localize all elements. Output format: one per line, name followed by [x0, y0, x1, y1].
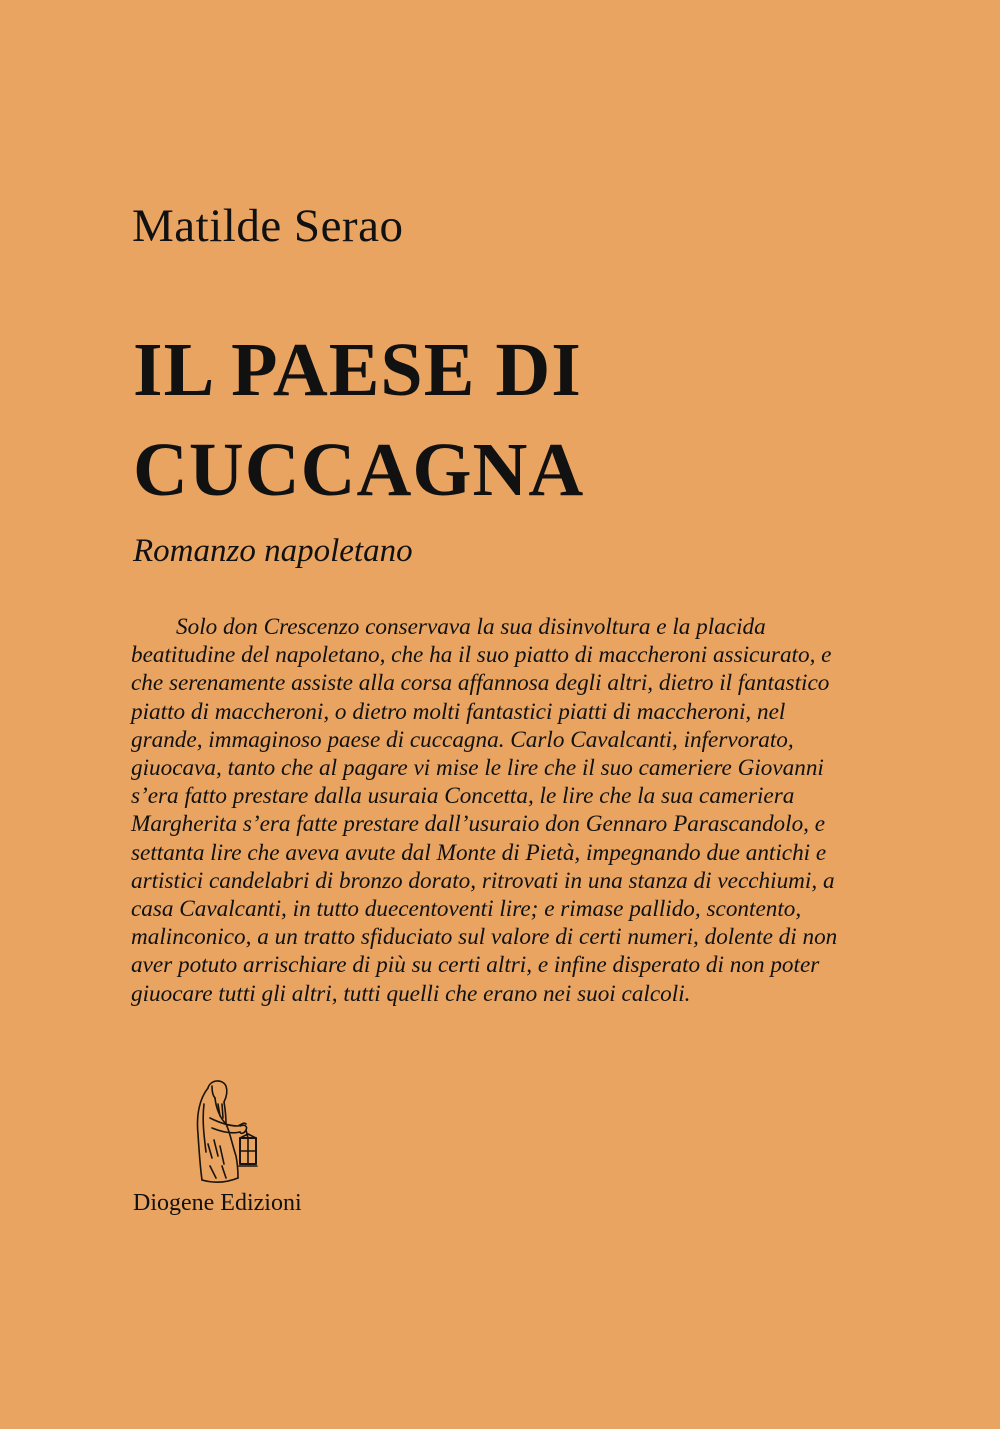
- back-cover-excerpt: [131, 613, 871, 1008]
- excerpt-line: artistici candelabri di bronzo dorato, ritrovati in una stanza di vecchiumi, a: [131, 867, 835, 894]
- book-subtitle: Romanzo napoletano: [133, 533, 413, 569]
- diogenes-with-lantern-icon: [182, 1074, 272, 1190]
- excerpt-line: Solo don Crescenzo conservava la sua disinvoltura e la placida: [176, 614, 766, 640]
- excerpt-line: beatitudine del napoletano, che ha il suo piatto di maccheroni assicurato, e: [131, 642, 832, 669]
- excerpt-line: settanta lire che aveva avute dal Monte di Pietà, impegnando due antichi e: [131, 839, 827, 866]
- book-title-line-2: CUCCAGNA: [133, 428, 585, 512]
- excerpt-line: s’era fatto prestare dalla usuraia Concetta, le lire che la sua cameriera: [131, 783, 795, 810]
- author-name: Matilde Serao: [132, 200, 404, 252]
- book-title: [133, 320, 584, 520]
- excerpt-line: che serenamente assiste alla corsa affannosa degli altri, dietro il fantastico: [131, 670, 830, 697]
- excerpt-line: giuocava, tanto che al pagare vi mise le lire che il suo cameriere Giovanni: [131, 755, 824, 782]
- excerpt-line: piatto di maccheroni, o dietro molti fantastici piatti di maccheroni, nel: [131, 698, 786, 725]
- excerpt-line: Margherita s’era fatte prestare dall’usuraio don Gennaro Parascandolo, e: [131, 811, 826, 838]
- excerpt-line: aver potuto arrischiare di più su certi altri, e infine disperato di non poter: [131, 952, 820, 979]
- excerpt-line: grande, immaginoso paese di cuccagna. Carlo Cavalcanti, infervorato,: [131, 726, 794, 753]
- publisher-name: Diogene Edizioni: [133, 1190, 302, 1216]
- book-title-line-1: IL PAESE DI: [133, 328, 582, 412]
- excerpt-line: malinconico, a un tratto sfiduciato sul valore di certi numeri, dolente di non: [131, 924, 838, 951]
- excerpt-line: casa Cavalcanti, in tutto duecentoventi lire; e rimase pallido, scontento,: [131, 896, 802, 923]
- excerpt-line: giuocare tutti gli altri, tutti quelli che erano nei suoi calcoli.: [131, 980, 691, 1007]
